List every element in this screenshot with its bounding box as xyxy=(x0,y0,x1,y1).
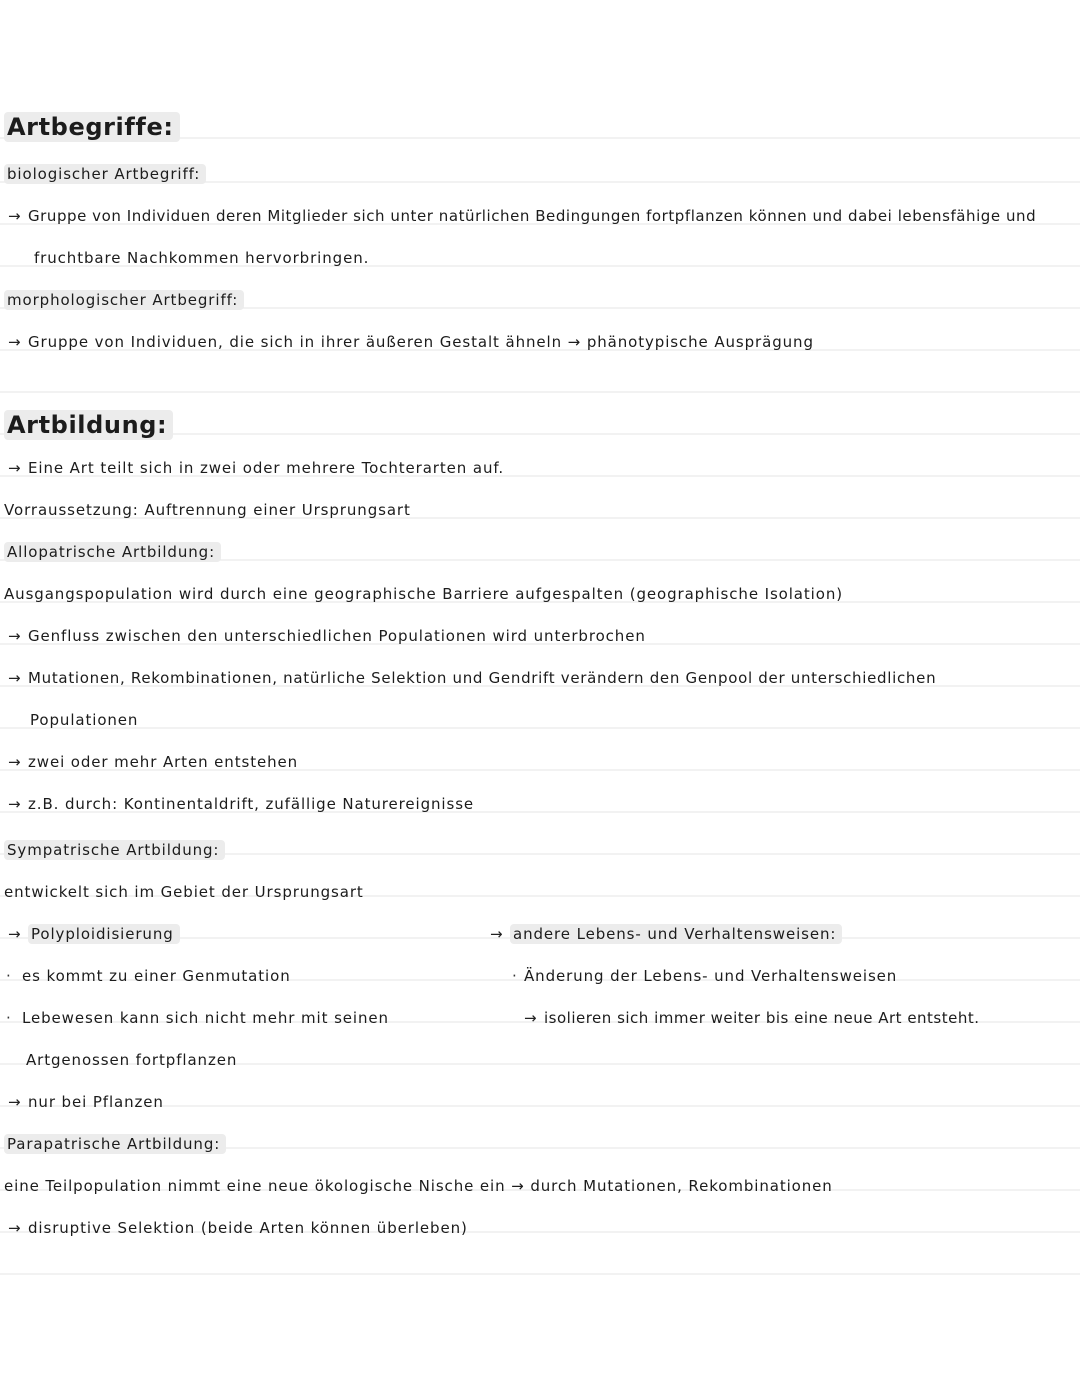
morph-definition-line1 xyxy=(8,332,814,352)
arrow-icon: → xyxy=(8,1219,22,1237)
arrow-icon: → xyxy=(8,669,22,687)
heading-allopatrische-artbildung xyxy=(4,542,221,562)
sym-description xyxy=(4,882,364,902)
sym-left-i1-text: es kommt zu einer Genmutation xyxy=(22,967,291,985)
sym-left-i2cont-text: Artgenossen fortpflanzen xyxy=(26,1051,238,1069)
heading-biologischer-artbegriff xyxy=(4,164,206,184)
artbildung-intro xyxy=(8,458,504,478)
sym-left-i3-text: nur bei Pflanzen xyxy=(28,1093,164,1111)
bio-line2-text: fruchtbare Nachkommen hervorbringen. xyxy=(34,249,370,267)
heading-morph-text: morphologischer Artbegriff: xyxy=(4,290,244,310)
bio-definition-line1 xyxy=(8,206,1036,226)
sym-left-heading-text: Polyploidisierung xyxy=(28,924,180,944)
para-description xyxy=(4,1176,833,1196)
para-desc-text: eine Teilpopulation nimmt eine neue ökologische Nische ein → durch Mutationen, Rekombinationen xyxy=(4,1177,833,1195)
arrow-icon: → xyxy=(8,333,22,351)
sym-left-i2-text: Lebewesen kann sich nicht mehr mit seinen xyxy=(22,1009,389,1027)
arrow-icon: → xyxy=(8,1093,22,1111)
heading-parapatrische-artbildung xyxy=(4,1134,226,1154)
sym-right-item-1 xyxy=(512,966,897,986)
sym-left-item-2 xyxy=(6,1008,389,1028)
sym-right-item-2 xyxy=(524,1008,980,1028)
allo-b1-text: Genfluss zwischen den unterschiedlichen Populationen wird unterbrochen xyxy=(28,627,646,645)
allo-bullet-2-continued xyxy=(0,710,138,730)
bio-definition-line2 xyxy=(4,248,369,268)
heading-para-text: Parapatrische Artbildung: xyxy=(4,1134,226,1154)
bullet-dot-icon: · xyxy=(6,1009,12,1027)
allo-bullet-4 xyxy=(8,794,474,814)
title-artbegriffe-text: Artbegriffe: xyxy=(4,112,180,142)
allo-b3-text: zwei oder mehr Arten entstehen xyxy=(28,753,299,771)
sym-right-heading xyxy=(490,924,842,944)
voraussetzung-text: Vorraussetzung: Auftrennung einer Ursprungsart xyxy=(4,501,411,519)
heading-sym-text: Sympatrische Artbildung: xyxy=(4,840,225,860)
arrow-icon: → xyxy=(8,459,22,477)
sym-desc-text: entwickelt sich im Gebiet der Ursprungsart xyxy=(4,883,364,901)
morph-line1-text: Gruppe von Individuen, die sich in ihrer äußeren Gestalt ähneln → phänotypische Ausprägung xyxy=(28,333,814,351)
allo-description xyxy=(4,584,843,604)
heading-sympatrische-artbildung xyxy=(4,840,225,860)
heading-allo-text: Allopatrische Artbildung: xyxy=(4,542,221,562)
allo-b2-text: Mutationen, Rekombinationen, natürliche Selektion und Gendrift verändern den Genpool der unterschiedlichen xyxy=(28,669,937,687)
allo-b4-text: z.B. durch: Kontinentaldrift, zufällige Naturereignisse xyxy=(28,795,475,813)
bullet-dot-icon: · xyxy=(6,967,12,985)
bio-line1-text: Gruppe von Individuen deren Mitglieder sich unter natürlichen Bedingungen fortpflanzen können und dabei lebensfähige und xyxy=(28,207,1037,225)
allo-bullet-3 xyxy=(8,752,298,772)
heading-morphologischer-artbegriff xyxy=(4,290,244,310)
arrow-icon: → xyxy=(8,795,22,813)
allo-desc-text: Ausgangspopulation wird durch eine geographische Barriere aufgespalten (geographische Isolation) xyxy=(4,585,843,603)
para-b1-text: disruptive Selektion (beide Arten können überleben) xyxy=(28,1219,468,1237)
allo-b2cont-text: Populationen xyxy=(30,711,139,729)
section-title-artbildung xyxy=(4,410,173,440)
sym-right-i1-text: Änderung der Lebens- und Verhaltensweisen xyxy=(524,967,898,985)
sym-left-item-2-continued xyxy=(26,1050,237,1070)
sym-left-item-1 xyxy=(6,966,291,986)
intro-text: Eine Art teilt sich in zwei oder mehrere Tochterarten auf. xyxy=(28,459,505,477)
allo-bullet-1 xyxy=(8,626,646,646)
sym-left-item-3 xyxy=(8,1092,164,1112)
allo-bullet-2 xyxy=(8,668,936,688)
section-title-artbegriffe xyxy=(4,112,180,142)
arrow-icon: → xyxy=(524,1009,538,1027)
sym-right-i2-text: isolieren sich immer weiter bis eine neue Art entsteht. xyxy=(544,1009,980,1027)
para-bullet-1 xyxy=(8,1218,468,1238)
arrow-icon: → xyxy=(490,925,504,943)
heading-bio-text: biologischer Artbegriff: xyxy=(4,164,206,184)
arrow-icon: → xyxy=(8,207,22,225)
arrow-icon: → xyxy=(8,627,22,645)
sym-left-heading xyxy=(8,924,180,944)
voraussetzung-line xyxy=(4,500,411,520)
bullet-dot-icon: · xyxy=(512,967,518,985)
sym-right-heading-text: andere Lebens- und Verhaltensweisen: xyxy=(510,924,842,944)
title-artbildung-text: Artbildung: xyxy=(4,410,173,440)
arrow-icon: → xyxy=(8,925,22,943)
arrow-icon: → xyxy=(8,753,22,771)
